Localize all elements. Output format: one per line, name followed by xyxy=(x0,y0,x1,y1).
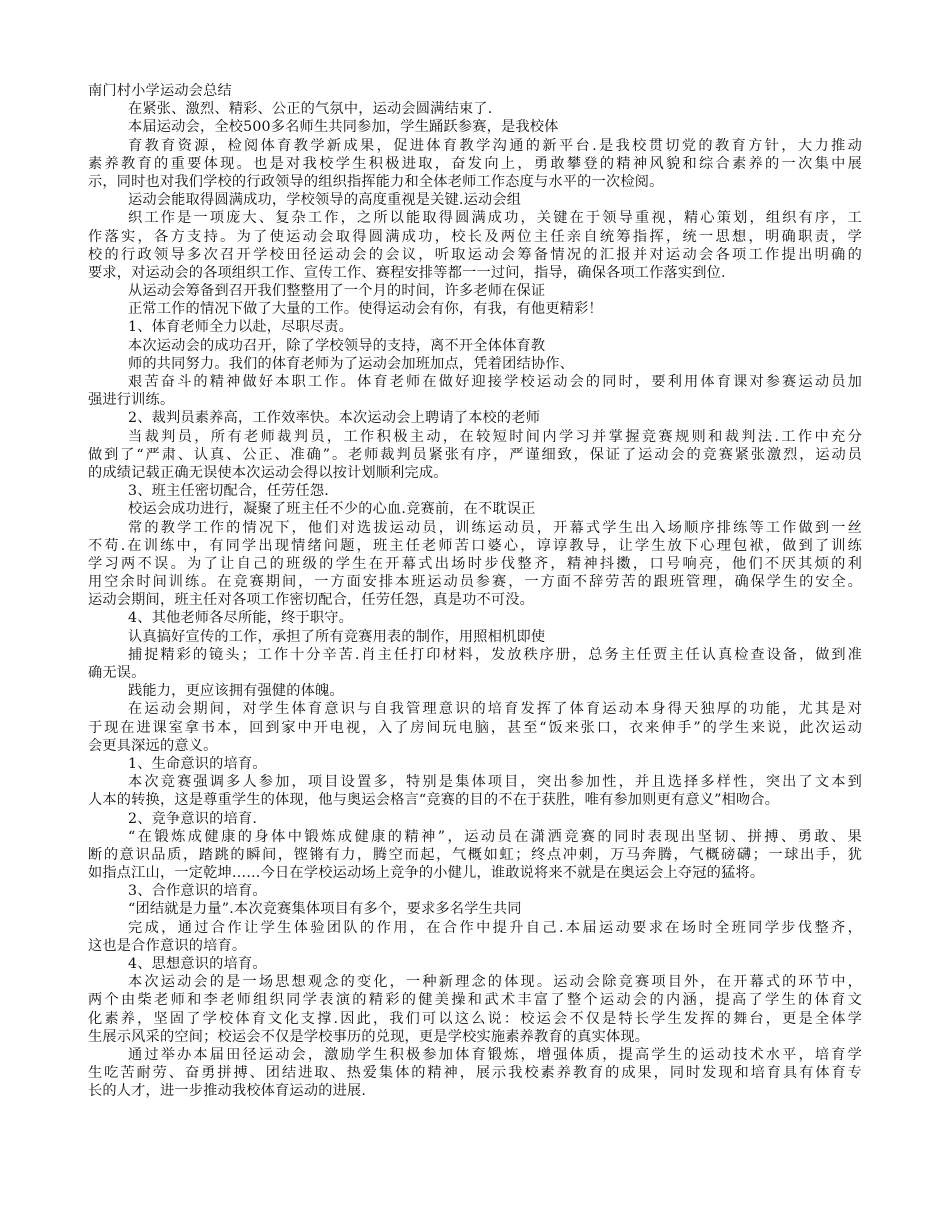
paragraph-line: 会更具深远的意义。 xyxy=(88,737,218,754)
paragraph-line: 在紧张、激烈、精彩、公正的气氛中，运动会圆满结束了. xyxy=(128,101,493,118)
document-title: 南门村小学运动会总结 xyxy=(88,83,232,99)
paragraph-line: 本届运动会，全校500多名师生共同参加，学生踊跃参赛，是我校体 xyxy=(128,119,559,136)
paragraph-line: 长的人才，进一步推动我校体育运动的进展. xyxy=(88,1083,367,1100)
paragraph-line: 当裁判员，所有老师裁判员，工作积极主动，在较短时间内学习并掌握竞赛规则和裁判法.工作中充分 xyxy=(128,428,862,445)
paragraph-line: 学习两不误。为了让自己的班级的学生在开幕式出场时步伐整齐，精神抖擞，口号响亮，他们不厌其烦的利 xyxy=(88,555,862,572)
paragraph-line: 校运会成功进行，凝聚了班主任不少的心血.竞赛前，在不耽误正 xyxy=(128,501,536,518)
paragraph-line: 本次运动会的成功召开，除了学校领导的支持，离不开全体体育教 xyxy=(128,337,546,354)
paragraph-line: 师的共同努力。我们的体育老师为了运动会加班加点，凭着团结协作、 xyxy=(128,355,575,372)
paragraph-line: 要求，对运动会的各项组织工作、宣传工作、赛程安排等都一一过问，指导，确保各项工作落实到位. xyxy=(88,264,726,281)
paragraph-line: 完成，通过合作让学生体验团队的作用，在合作中提升自己.本届运动要求在场时全班同学步伐整齐， xyxy=(128,919,862,936)
paragraph-line: 本次竞赛强调多人参加，项目设置多，特别是集体项目，突出参加性，并且选择多样性，突出了文本到 xyxy=(128,774,862,791)
paragraph-line: 于现在进课室拿书本，回到家中开电视，入了房间玩电脑，甚至“饭来张口，衣来伸手”的学生来说，此次运动 xyxy=(88,719,862,736)
section-heading: 4、思想意识的培育。 xyxy=(128,956,267,972)
paragraph-line: 本次运动会的是一场思想观念的变化，一种新理念的体现。运动会除竞赛项目外，在开幕式的环节中， xyxy=(128,974,862,991)
paragraph-line: 常的教学工作的情况下，他们对选拔运动员，训练运动员，开幕式学生出入场顺序排练等工作做到一丝 xyxy=(128,519,862,536)
paragraph-line: 用空余时间训练。在竞赛期间，一方面安排本班运动员参赛，一方面不辞劳苦的跟班管理，确保学生的安全。 xyxy=(88,574,862,591)
paragraph-line: 艰苦奋斗的精神做好本职工作。体育老师在做好迎接学校运动会的同时，要利用体育课对参赛运动员加 xyxy=(128,374,862,390)
paragraph-line: 人本的转换，这是尊重学生的体现，他与奥运会格言“竞赛的目的不在于获胜，唯有参加则更有意义”相吻合。 xyxy=(88,792,780,809)
section-heading: 3、合作意识的培育。 xyxy=(128,883,267,900)
paragraph-line: 通过举办本届田径运动会，激励学生积极参加体育锻炼，增强体质，提高学生的运动技术水平，培育学 xyxy=(128,1046,862,1063)
section-heading: 3、班主任密切配合，任劳任怨. xyxy=(128,483,329,500)
paragraph-line: 断的意识品质，踏跳的瞬间，铿锵有力，腾空而起，气概如虹；终点冲刺，万马奔腾，气概磅礴；一球出手，犹 xyxy=(88,846,862,863)
paragraph-line: 作落实，各方支持。为了使运动会取得圆满成功，校长及两位主任亲自统筹指挥，统一思想，明确职责，学 xyxy=(88,228,862,245)
paragraph-line: 不苟.在训练中，有同学出现情绪问题，班主任老师苦口婆心，谆谆教导，让学生放下心理包袱，做到了训练 xyxy=(88,537,862,554)
paragraph-line: 素养教育的重要体现。也是对我校学生积极进取，奋发向上，勇敢攀登的精神风貌和综合素养的一次集中展 xyxy=(88,155,862,172)
paragraph-line: 运动会期间，班主任对各项工作密切配合，任劳任怨，真是功不可没。 xyxy=(88,592,535,609)
section-heading: 2、竞争意识的培育. xyxy=(128,810,258,827)
paragraph-line: 确无误。 xyxy=(88,665,146,681)
paragraph-line: 示，同时也对我们学校的行政领导的组织指挥能力和全体老师工作态度与水平的一次检阅。 xyxy=(88,173,664,190)
paragraph-line: 捕捉精彩的镜头；工作十分辛苦.肖主任打印材料，发放秩序册，总务主任贾主任认真检查设备，做到准 xyxy=(128,646,862,663)
section-heading: 4、其他老师各尽所能，终于职守。 xyxy=(128,610,354,627)
document-page xyxy=(88,82,862,1101)
section-heading: 2、裁判员素养高，工作效率快。本次运动会上聘请了本校的老师 xyxy=(128,410,541,427)
paragraph-line: 践能力，更应该拥有强健的体魄。 xyxy=(128,683,344,700)
paragraph-line: 两个由柴老师和李老师组织同学表演的精彩的健美操和武术丰富了整个运动会的内涵，提高了学生的体育文 xyxy=(88,992,862,1009)
paragraph-line: 强进行训练。 xyxy=(88,392,175,409)
paragraph-line: 正常工作的情况下做了大量的工作。使得运动会有你，有我，有他更精彩！ xyxy=(128,301,603,318)
paragraph-line: 在运动会期间，对学生体育意识与自我管理意识的培育发挥了体育运动本身得天独厚的功能，尤其是对 xyxy=(128,701,862,718)
paragraph-line: 育教育资源，检阅体育教学新成果，促进体育教学沟通的新平台.是我校贯切党的教育方针，大力推动 xyxy=(128,137,862,154)
paragraph-line: 做到了“严肃、认真、公正、准确”。老师裁判员紧张有序，严谨细致，保证了运动会的竞赛紧张激烈，运动员 xyxy=(88,446,862,463)
paragraph-line: “团结就是力量”.本次竞赛集体项目有多个，要求多名学生共同 xyxy=(128,901,522,918)
paragraph-line: 织工作是一项庞大、复杂工作，之所以能取得圆满成功，关键在于领导重视，精心策划，组织有序，工 xyxy=(128,210,862,227)
paragraph-line: 生展示风采的空间；校运会不仅是学校事历的兑现，更是学校实施素养教育的真实体现。 xyxy=(88,1028,650,1045)
section-heading: 1、体育老师全力以赴，尽职尽责。 xyxy=(128,319,354,336)
paragraph-line: 化素养，坚固了学校体育文化支撑.因此，我们可以这么说：校运会不仅是特长学生发挥的舞台，更是全体学 xyxy=(88,1010,862,1027)
paragraph-line: 从运动会筹备到召开我们整整用了一个月的时间，许多老师在保证 xyxy=(128,283,546,300)
paragraph-line: 生吃苦耐劳、奋勇拼搏、团结进取、热爱集体的精神，展示我校素养教育的成果，同时发现和培育具有体育专 xyxy=(88,1065,862,1082)
paragraph-line: 认真搞好宣传的工作，承担了所有竞赛用表的制作，用照相机即使 xyxy=(128,628,546,645)
paragraph-line: 如指点江山，一定乾坤……今日在学校运动场上竞争的小健儿，谁敢说将来不就是在奥运会上夺冠的猛将。 xyxy=(88,865,765,882)
paragraph-line: 运动会能取得圆满成功，学校领导的高度重视是关键.运动会组 xyxy=(128,192,522,209)
paragraph-line: 的成绩记载正确无误使本次运动会得以按计划顺利完成。 xyxy=(88,464,448,481)
paragraph-line: 校的行政领导多次召开学校田径运动会的会议，听取运动会筹备情况的汇报并对运动会各项工作提出明确的 xyxy=(88,246,862,263)
section-heading: 1、生命意识的培育。 xyxy=(128,755,267,772)
paragraph-line: “在锻炼成健康的身体中锻炼成健康的精神”，运动员在潇洒竞赛的同时表现出坚韧、拼搏、勇敢、果 xyxy=(128,828,862,845)
paragraph-line: 这也是合作意识的培育。 xyxy=(88,937,247,954)
